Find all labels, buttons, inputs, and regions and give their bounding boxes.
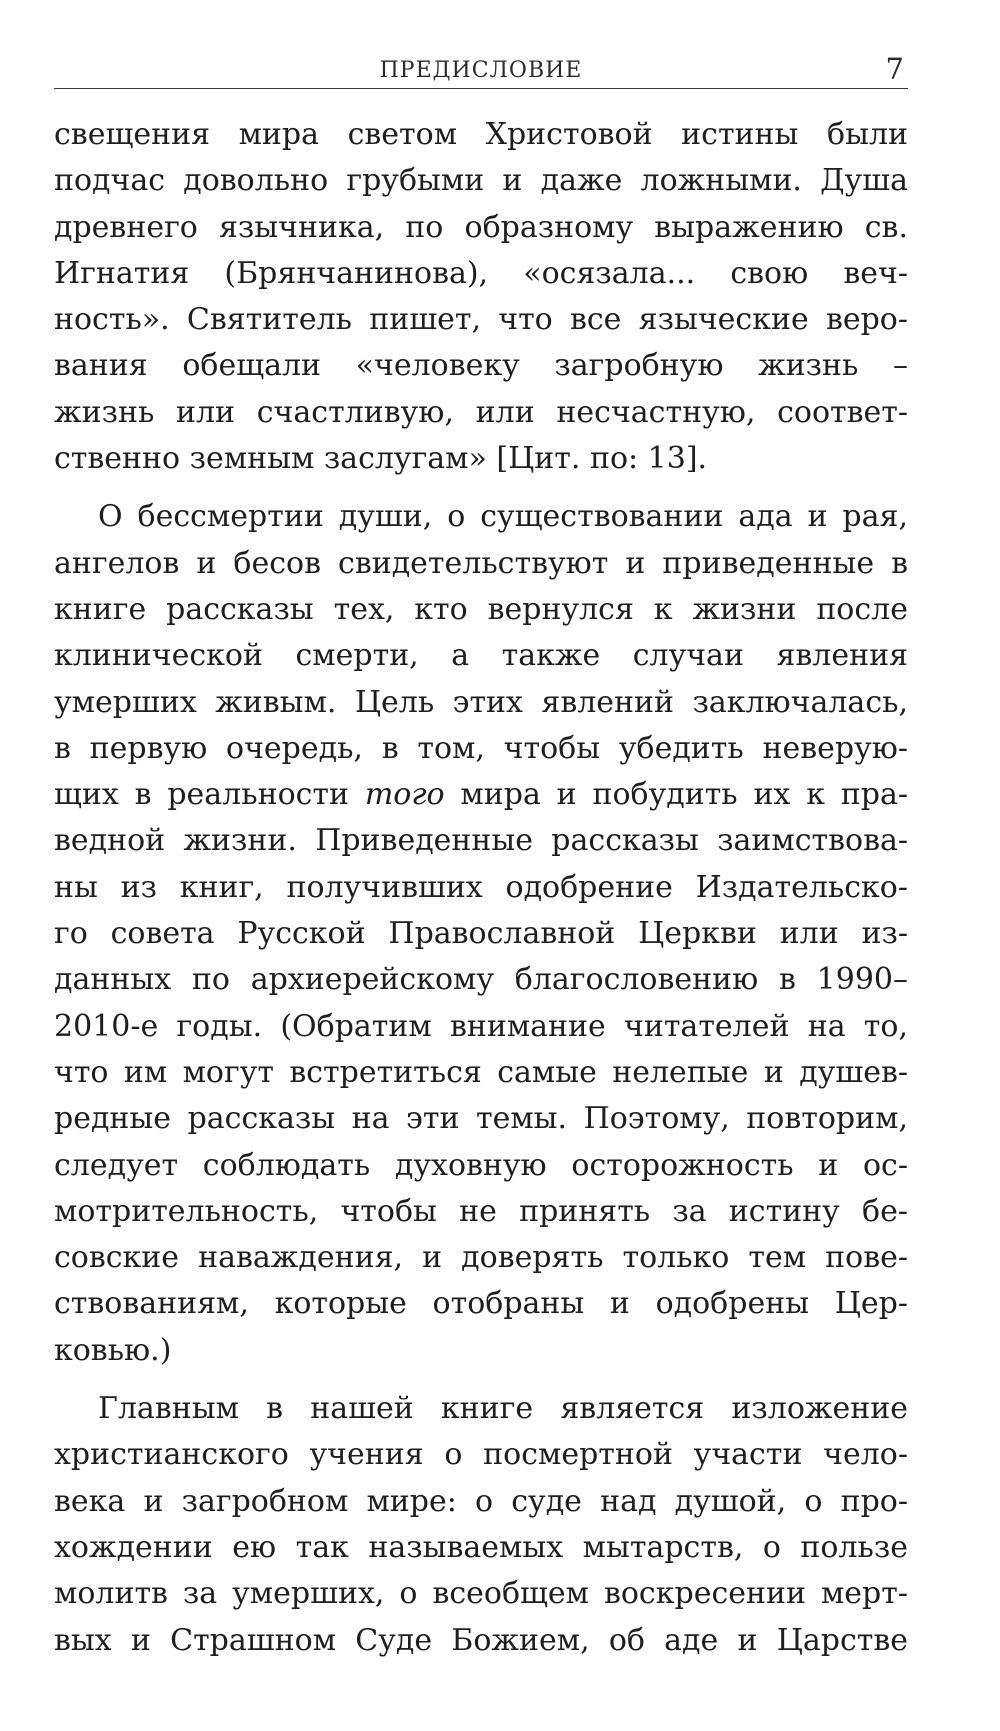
text-line: христианского учения о посмертной участи чело-: [54, 1437, 908, 1473]
text-line: вания обещали «человеку загробную жизнь –: [54, 348, 908, 384]
text-segment: щих в реальности: [54, 777, 365, 813]
text-line: го совета Русской Православной Церкви или из-: [54, 916, 908, 952]
text-line: Игнатия (Брянчанинова), «осязала... свою веч-: [54, 255, 908, 291]
text-line: хождении ею так называемых мытарств, о пользе: [54, 1529, 908, 1565]
running-head: [54, 48, 908, 89]
text-line: ны из книг, получивших одобрение Издательско-: [54, 869, 908, 905]
page-number: 7: [885, 52, 904, 86]
text-line: совские наваждения, и доверять только тем пове-: [54, 1240, 908, 1276]
italic-word: того: [364, 777, 445, 813]
text-line: молитв за умерших, о всеобщем воскресении мерт-: [54, 1576, 908, 1612]
body-text: [54, 112, 908, 1664]
text-line: мотрительность, чтобы не принять за истину бе-: [54, 1193, 908, 1229]
text-line: древнего язычника, по образному выражению св.: [54, 209, 908, 245]
text-line: в первую очередь, в том, чтобы убедить неверую-: [54, 730, 908, 766]
text-line: следует соблюдать духовную осторожность и ос-: [54, 1147, 908, 1183]
text-line: книге рассказы тех, кто вернулся к жизни после: [54, 591, 908, 627]
text-line: редные рассказы на эти темы. Поэтому, повторим,: [54, 1101, 908, 1137]
text-line: ковью.): [54, 1332, 172, 1368]
running-title: ПРЕДИСЛОВИЕ: [379, 58, 583, 83]
text-line: ведной жизни. Приведенные рассказы заимствова-: [54, 823, 908, 859]
text-line: свещения мира светом Христовой истины были: [54, 117, 908, 152]
text-line: ственно земным заслугам» [Цит. по: 13].: [54, 441, 708, 477]
text-line: Главным в нашей книге является изложение: [98, 1391, 908, 1427]
text-line: О бессмертии души, о существовании ада и рая,: [98, 499, 908, 535]
text-line: жизнь или счастливую, или несчастную, соответ-: [54, 394, 908, 430]
text-segment: мира и побудить их к пра-: [444, 777, 908, 813]
paragraph-gap: [54, 482, 908, 494]
text-line: ствованиям, которые отобраны и одобрены Цер-: [54, 1286, 908, 1322]
text-line: ность». Святитель пишет, что все языческие веро-: [54, 302, 908, 338]
text-line: века и загробном мире: о суде над душой, о про-: [54, 1483, 908, 1519]
text-line: подчас довольно грубыми и даже ложными. Душа: [54, 163, 908, 199]
text-line: 2010-е годы. (Обратим внимание читателей на то,: [54, 1008, 908, 1044]
text-line: что им могут встретиться самые нелепые и душев-: [54, 1054, 908, 1090]
text-line: данных по архиерейскому благословению в 1990–: [54, 962, 908, 998]
text-line: умерших живым. Цель этих явлений заключалась,: [54, 684, 908, 720]
text-line: ангелов и бесов свидетельствуют и приведенные в: [54, 545, 908, 581]
paragraph-gap: [54, 1374, 908, 1386]
text-line-with-italic: [54, 772, 908, 818]
text-line: клинической смерти, а также случаи явления: [54, 638, 908, 674]
text-line: вых и Страшном Суде Божием, об аде и Царстве: [54, 1622, 908, 1658]
